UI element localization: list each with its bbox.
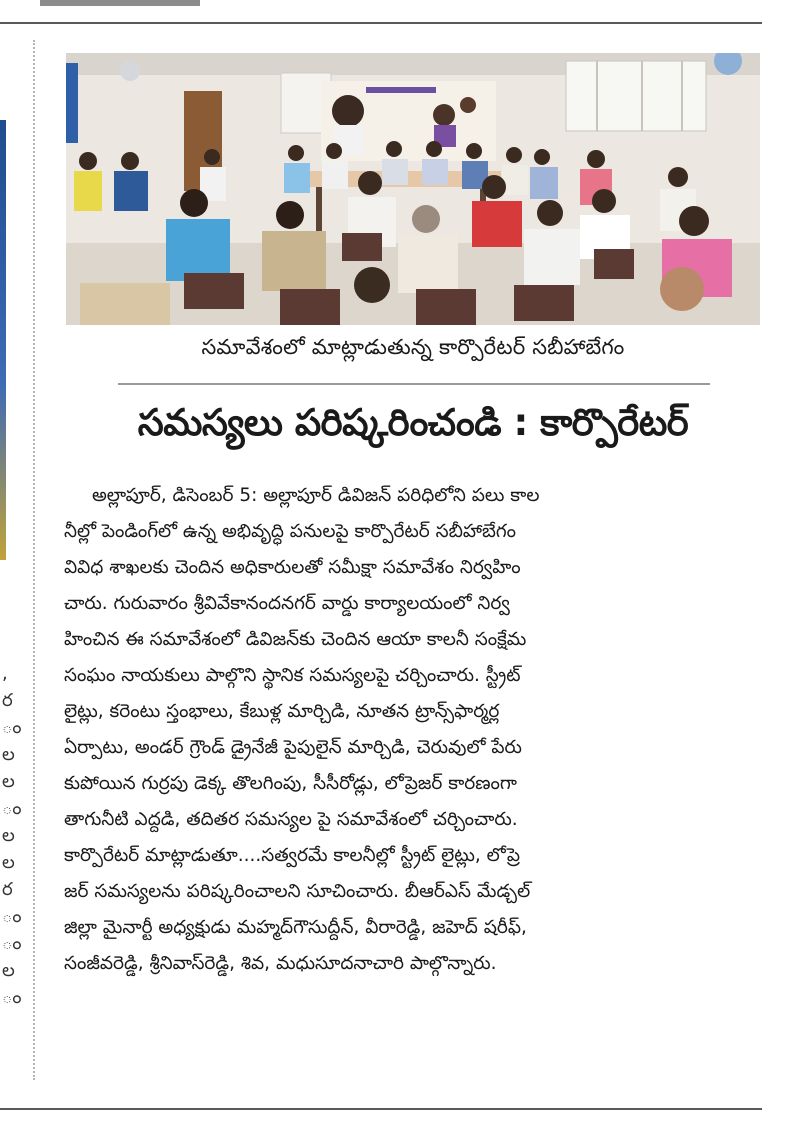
photo-caption: సమావేశంలో మాట్లాడుతున్న కార్పొరేటర్ సబీహాబేగం: [201, 335, 625, 359]
body-line: జిల్లా మైనార్టీ అధ్యక్షుడు మహ్మద్‌గౌసుద్దీన్, వీరారెడ్డి, జహెద్ షరీఫ్,: [64, 917, 527, 938]
body-line: కుపోయిన గుర్రపు డెక్క తొలగింపు, సీసీరోడ్లు, లోప్రెజర్ కారణంగా: [64, 773, 517, 794]
body-line: తాగునీటి ఎద్దడి, తదితర సమస్యల పై సమావేశంలో చర్చించారు.: [64, 809, 518, 830]
caption-divider: [118, 383, 710, 385]
fragment-char: ల: [2, 852, 15, 873]
body-line: లైట్లు, కరెంటు స్తంభాలు, కేబుళ్ల మార్చిడి, నూతన ట్రాన్స్‌ఫార్మర్ల: [64, 701, 500, 722]
article-body: [64, 478, 764, 982]
fragment-char: ల: [2, 825, 15, 846]
body-line: ఏర్పాటు, అండర్ గ్రౌండ్ డ్రైనేజీ పైపులైన్ మార్చిడి, చెరువులో పేరు: [64, 737, 522, 758]
body-line: వివిధ శాఖలకు చెందిన అధికారులతో సమీక్షా సమావేశం నిర్వహిం: [64, 557, 521, 578]
body-line: సంజీవరెడ్డి, శ్రీనివాస్‌రెడ్డి, శివ, మధుసూదనాచారి పాల్గొన్నారు.: [64, 953, 497, 974]
column-divider: [33, 40, 35, 1080]
adjacent-column-fragments: [2, 660, 22, 1011]
body-line: అల్లాపూర్, డిసెంబర్ 5: అల్లాపూర్ డివిజన్ పరిధిలోని పలు కాల: [92, 485, 540, 506]
fragment-char: ల: [2, 771, 15, 792]
meeting-photo: [66, 53, 760, 325]
fragment-char: ం: [2, 906, 22, 927]
body-line: జర్ సమస్యలను పరిష్కరించాలని సూచించారు. బీఆర్ఎస్ మేడ్చల్: [64, 881, 531, 902]
adjacent-article-strip: [0, 120, 6, 560]
top-rule: [0, 22, 762, 24]
fragment-char: ర: [2, 879, 13, 900]
fragment-char: ం: [2, 933, 22, 954]
cropped-header-text: [40, 0, 200, 6]
fragment-char: ం: [2, 798, 22, 819]
fragment-char: ం: [2, 987, 22, 1008]
bottom-rule: [0, 1108, 762, 1110]
article-headline: సమస్యలు పరిష్కరించండి : కార్పొరేటర్: [137, 401, 689, 444]
body-line: సంఘం నాయకులు పాల్గొని స్థానిక సమస్యలపై చర్చించారు. స్ట్రీట్: [64, 665, 521, 686]
fragment-char: ల: [2, 960, 15, 981]
body-line: హించిన ఈ సమావేశంలో డివిజన్‌కు చెందిన ఆయా కాలనీ సంక్షేమ: [64, 629, 527, 650]
body-line: నీల్లో పెండింగ్‌లో ఉన్న అభివృద్ధి పనులపై కార్పొరేటర్ సబీహాబేగం: [64, 521, 517, 542]
fragment-char: ,: [2, 663, 8, 684]
fragment-char: ర: [2, 690, 13, 711]
body-line: చారు. గురువారం శ్రీవివేకానందనగర్ వార్డు కార్యాలయంలో నిర్వ: [64, 593, 510, 614]
body-line: కార్పొరేటర్ మాట్లాడుతూ....సత్వరమే కాలనీల్లో స్ట్రీట్ లైట్లు, లోప్రె: [64, 845, 520, 866]
fragment-char: ల: [2, 744, 15, 765]
fragment-char: ం: [2, 717, 22, 738]
